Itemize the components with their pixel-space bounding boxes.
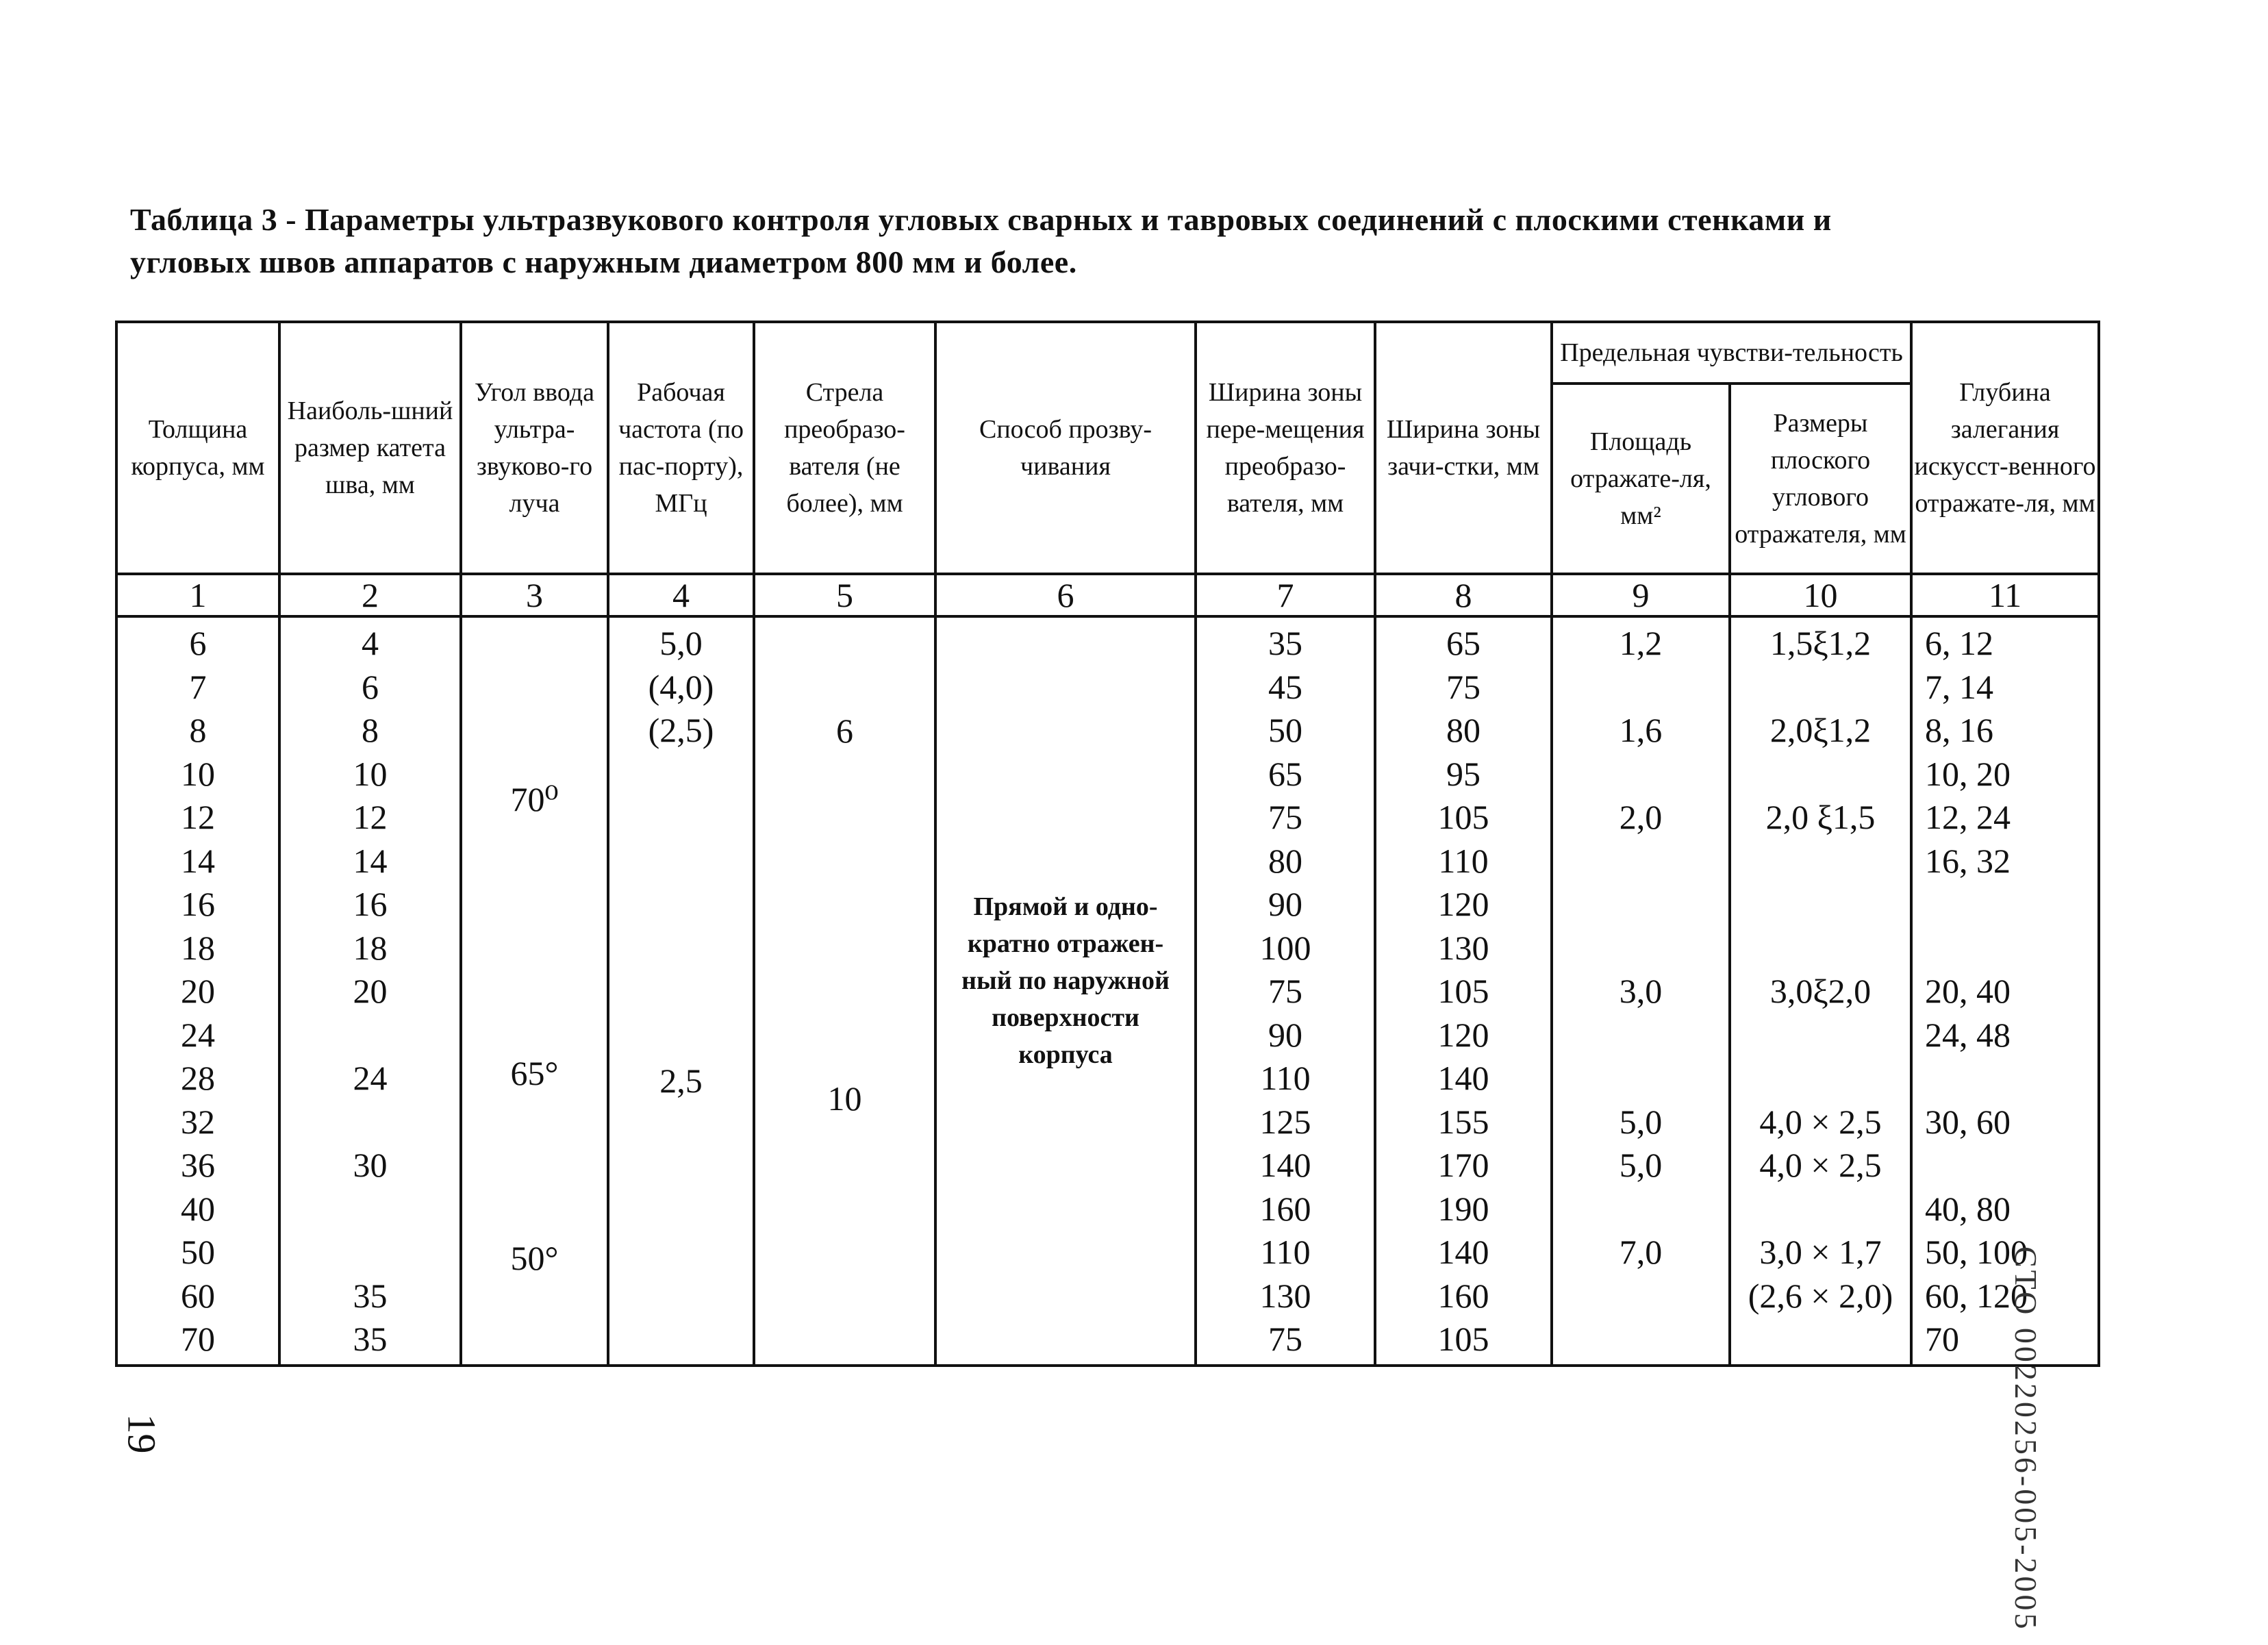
table-cell-value: 3,0ξ2,0 <box>1769 972 1872 1010</box>
table-cell-value <box>1913 1144 2097 1188</box>
table-cell-value: 140 <box>1259 1146 1311 1184</box>
header-sensitivity-group: Предельная чувстви-тельность <box>1552 322 1911 384</box>
table-cell-value: 35 <box>1268 624 1302 662</box>
table-cell-value: 75 <box>1268 798 1302 836</box>
table-cell-value: 14 <box>181 841 215 880</box>
table-cell-value: (4,0) <box>648 667 714 706</box>
zone-move-values <box>1197 622 1374 1361</box>
table-cell-value: 45 <box>1268 667 1302 706</box>
table-cell-value: 90 <box>1268 1015 1302 1054</box>
table-cell-value <box>1553 1188 1728 1231</box>
frequency-top-values <box>609 622 753 753</box>
table-cell-value: 30 <box>353 1146 388 1184</box>
col-number-9: 9 <box>1552 574 1730 616</box>
thickness-column <box>116 616 279 1366</box>
table-cell-value: 40 <box>181 1189 215 1228</box>
table-cell-value <box>1731 666 1910 710</box>
table-cell-value: 24 <box>353 1059 388 1097</box>
table-cell-value <box>1731 840 1910 883</box>
parameters-table <box>115 321 2100 1367</box>
table-cell-value: 50, 100 <box>1925 1233 2028 1271</box>
table-cell-value: 35 <box>353 1276 388 1315</box>
table-cell-value: 12 <box>181 798 215 836</box>
area-column <box>1552 616 1730 1366</box>
table-cell-value: 8 <box>189 711 207 749</box>
table-cell-value: 35 <box>353 1320 388 1358</box>
angle-50: 50° <box>510 1239 559 1277</box>
table-cell-value: 95 <box>1446 754 1480 793</box>
table-cell-value: 24 <box>181 1015 215 1054</box>
method-column <box>935 616 1196 1366</box>
table-cell-value: 30, 60 <box>1925 1102 2011 1141</box>
table-cell-value: 16 <box>353 885 388 923</box>
angle-70: 70⁰ <box>510 780 559 818</box>
leg-size-column <box>279 616 461 1366</box>
reflector-values <box>1731 622 1910 1361</box>
table-cell-value: 12 <box>353 798 388 836</box>
table-cell-value: 20 <box>353 972 388 1010</box>
table-cell-value: 60, 120 <box>1925 1276 2028 1315</box>
table-cell-value: 1,5ξ1,2 <box>1769 624 1872 662</box>
frequency-column <box>608 616 754 1366</box>
table-cell-value: 130 <box>1259 1276 1311 1315</box>
table-cell-value: 65 <box>1268 754 1302 793</box>
table-cell-value: 10, 20 <box>1925 754 2011 793</box>
depth-values <box>1913 622 2097 1361</box>
table-cell-value: 8 <box>362 711 379 749</box>
table-caption <box>130 199 2116 284</box>
header-method: Способ прозву-чивания <box>935 322 1196 574</box>
table-cell-value: 20 <box>181 972 215 1010</box>
table-cell-value <box>1553 666 1728 710</box>
col-number-11: 11 <box>1911 574 2099 616</box>
table-cell-value: 7, 14 <box>1925 667 1994 706</box>
table-cell-value <box>1553 1014 1728 1057</box>
col-number-10: 10 <box>1730 574 1911 616</box>
table-cell-value: 3,0 <box>1619 972 1663 1010</box>
header-leg-size: Наиболь-шний размер катета шва, мм <box>279 322 461 574</box>
table-cell-value: 50 <box>181 1233 215 1271</box>
col-number-1: 1 <box>116 574 279 616</box>
table-cell-value: 18 <box>353 928 388 967</box>
header-reflector-size: Размеры плоского углового отражателя, мм <box>1730 384 1911 574</box>
table-cell-value: 4,0 × 2,5 <box>1759 1102 1882 1141</box>
table-cell-value: 120 <box>1437 1015 1489 1054</box>
zone-clean-column <box>1375 616 1552 1366</box>
table-cell-value: 18 <box>181 928 215 967</box>
table-cell-value: 14 <box>353 841 388 880</box>
table-cell-value: 140 <box>1437 1233 1489 1271</box>
table-cell-value <box>281 1231 459 1274</box>
leg-size-values <box>281 622 459 1361</box>
table-cell-value <box>1913 1057 2097 1101</box>
table-cell-value <box>1913 927 2097 970</box>
table-cell-value: 20, 40 <box>1925 972 2011 1010</box>
col-number-7: 7 <box>1196 574 1375 616</box>
table-cell-value <box>1731 1014 1910 1057</box>
header-angle: Угол ввода ультра-звуково-го луча <box>461 322 608 574</box>
angle-column <box>461 616 608 1366</box>
header-depth: Глубина залегания искусст-венного отражате-ля, мм <box>1911 322 2099 574</box>
table-cell-value: 8, 16 <box>1925 711 1994 749</box>
table-cell-value: 105 <box>1437 972 1489 1010</box>
area-values <box>1553 622 1728 1361</box>
table-cell-value: 160 <box>1259 1189 1311 1228</box>
table-cell-value: 7 <box>189 667 207 706</box>
col-number-2: 2 <box>279 574 461 616</box>
table-cell-value <box>281 1014 459 1057</box>
table-cell-value: 105 <box>1437 798 1489 836</box>
table-cell-value: 40, 80 <box>1925 1189 2011 1228</box>
table-cell-value <box>1731 927 1910 970</box>
header-frequency: Рабочая частота (по пас-порту), МГц <box>608 322 754 574</box>
page-number: 19 <box>119 1414 164 1454</box>
table-cell-value: 6 <box>362 667 379 706</box>
method-text: Прямой и одно-кратно отражен-ный по наружной поверхности корпуса <box>961 892 1170 1069</box>
frequency-bottom: 2,5 <box>659 1061 703 1100</box>
table-cell-value: 110 <box>1260 1059 1311 1097</box>
header-zone-move: Ширина зоны пере-мещения преобразо-вателя, мм <box>1196 322 1375 574</box>
col-number-5: 5 <box>754 574 935 616</box>
table-cell-value: 130 <box>1437 928 1489 967</box>
table-cell-value: 4 <box>362 624 379 662</box>
table-cell-value: 110 <box>1260 1233 1311 1271</box>
table-cell-value: 2,0 <box>1619 798 1663 836</box>
table-cell-value <box>1731 1057 1910 1101</box>
table-cell-value <box>1731 1318 1910 1361</box>
side-document-code: СТО 00220256-005-2005 <box>2008 1246 2043 1632</box>
table-cell-value: 155 <box>1437 1102 1489 1141</box>
table-cell-value <box>281 1188 459 1231</box>
reflector-column <box>1730 616 1911 1366</box>
arrow-column <box>754 616 935 1366</box>
table-cell-value: 80 <box>1268 841 1302 880</box>
table-cell-value: 1,2 <box>1619 624 1663 662</box>
table-cell-value <box>1553 927 1728 970</box>
zone-clean-values <box>1376 622 1550 1361</box>
table-cell-value <box>1553 840 1728 883</box>
table-cell-value: 100 <box>1259 928 1311 967</box>
header-thickness: Толщина корпуса, мм <box>116 322 279 574</box>
table-cell-value: 7,0 <box>1619 1233 1663 1271</box>
caption-line-1: Таблица 3 - Параметры ультразвукового контроля угловых сварных и тавровых соединений с плоскими стенками и <box>130 202 1832 237</box>
table-cell-value <box>1553 1318 1728 1361</box>
table-cell-value: 16, 32 <box>1925 841 2011 880</box>
table-cell-value: 5,0 <box>659 624 703 662</box>
table-cell-value: 70 <box>181 1320 215 1358</box>
table-cell-value: 12, 24 <box>1925 798 2011 836</box>
table-cell-value: 16 <box>181 885 215 923</box>
table-cell-value <box>1731 753 1910 796</box>
col-number-4: 4 <box>608 574 754 616</box>
table-cell-value <box>1553 883 1728 927</box>
table-cell-value <box>1553 1274 1728 1318</box>
arrow-bottom: 10 <box>827 1079 862 1118</box>
table-cell-value: 28 <box>181 1059 215 1097</box>
table-cell-value <box>1553 753 1728 796</box>
table-cell-value: 5,0 <box>1619 1102 1663 1141</box>
table-cell-value: 5,0 <box>1619 1146 1663 1184</box>
thickness-values <box>118 622 278 1361</box>
col-number-3: 3 <box>461 574 608 616</box>
table-cell-value: 105 <box>1437 1320 1489 1358</box>
table-cell-value: 170 <box>1437 1146 1489 1184</box>
col-number-8: 8 <box>1375 574 1552 616</box>
table-cell-value: 80 <box>1446 711 1480 749</box>
table-cell-value: 36 <box>181 1146 215 1184</box>
col-number-6: 6 <box>935 574 1196 616</box>
table-cell-value: 2,0 ξ1,5 <box>1765 798 1876 836</box>
table-cell-value: 110 <box>1438 841 1489 880</box>
table-cell-value: 125 <box>1259 1102 1311 1141</box>
table-cell-value: (2,5) <box>648 711 714 749</box>
table-cell-value <box>1731 1188 1910 1231</box>
table-cell-value: 32 <box>181 1102 215 1141</box>
header-area: Площадь отражате-ля, мм² <box>1552 384 1730 574</box>
table-cell-value: 4,0 × 2,5 <box>1759 1146 1882 1184</box>
angle-65: 65° <box>510 1054 559 1092</box>
header-arrow: Стрела преобразо-вателя (не более), мм <box>754 322 935 574</box>
table-cell-value: 6, 12 <box>1925 624 1994 662</box>
table-cell-value <box>281 1101 459 1144</box>
table-cell-value: 140 <box>1437 1059 1489 1097</box>
table-cell-value: 75 <box>1446 667 1480 706</box>
table-cell-value: 190 <box>1437 1189 1489 1228</box>
table-cell-value: 50 <box>1268 711 1302 749</box>
header-zone-clean: Ширина зоны зачи-стки, мм <box>1375 322 1552 574</box>
table-cell-value <box>1913 883 2097 927</box>
table-cell-value: (2,6 × 2,0) <box>1748 1276 1893 1315</box>
table-cell-value: 24, 48 <box>1925 1015 2011 1054</box>
table-cell-value: 75 <box>1268 1320 1302 1358</box>
zone-move-column <box>1196 616 1375 1366</box>
table-cell-value: 160 <box>1437 1276 1489 1315</box>
depth-column <box>1911 616 2099 1366</box>
table-cell-value: 90 <box>1268 885 1302 923</box>
caption-line-2: угловых швов аппаратов с наружным диаметром 800 мм и более. <box>130 244 1077 279</box>
table-cell-value: 3,0 × 1,7 <box>1759 1233 1882 1271</box>
arrow-top: 6 <box>836 712 853 750</box>
table-cell-value: 1,6 <box>1619 711 1663 749</box>
table-cell-value <box>1553 1057 1728 1101</box>
table-cell-value: 60 <box>181 1276 215 1315</box>
table-cell-value <box>1731 883 1910 927</box>
table-cell-value: 70 <box>1925 1320 1960 1358</box>
table-cell-value: 10 <box>181 754 215 793</box>
table-cell-value: 6 <box>189 624 207 662</box>
table-cell-value: 2,0ξ1,2 <box>1769 711 1872 749</box>
table-cell-value: 65 <box>1446 624 1480 662</box>
table-cell-value: 75 <box>1268 972 1302 1010</box>
table-cell-value: 10 <box>353 754 388 793</box>
table-cell-value: 120 <box>1437 885 1489 923</box>
